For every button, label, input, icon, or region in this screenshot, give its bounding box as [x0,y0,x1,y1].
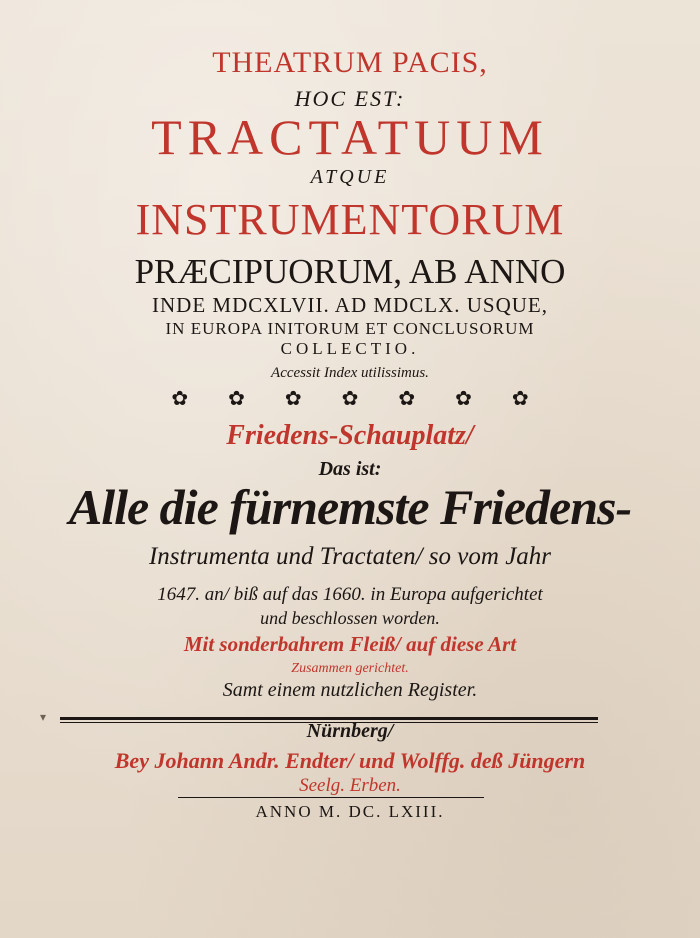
imprint-heirs: Seelg. Erben. [299,775,401,796]
title-hoc-est: HOC EST: [294,86,406,111]
german-years: 1647. an/ biß auf das 1660. in Europa aufgerichtet [157,584,543,605]
imprint-city: Nürnberg/ [306,720,394,742]
german-zusammen: Zusammen gerichtet. [291,661,409,676]
divider-rule-short [178,797,484,798]
german-das-ist: Das ist: [318,458,382,480]
imprint-year: ANNO M. DC. LXIII. [255,802,445,821]
flower-ornament-icon: ✿ [398,386,416,410]
german-alle-die-furnemste: Alle die fürnemste Friedens- [68,479,632,535]
german-fleiss: Mit sonderbahrem Fleiß/ auf diese Art [183,632,517,656]
title-inde-mdcxlvii: INDE MDCXLVII. AD MDCLX. USQUE, [152,293,548,317]
german-beschlossen: und beschlossen worden. [260,608,440,628]
ink-mark-icon: ▾ [40,710,47,724]
title-in-europa: IN EUROPA INITORUM ET CONCLUSORUM [165,319,535,338]
flower-ornament-icon: ✿ [171,386,189,410]
flower-ornament-icon: ✿ [455,386,472,410]
flower-ornament-icon: ✿ [228,386,245,410]
german-instrumenta: Instrumenta und Tractaten/ so vom Jahr [148,543,552,570]
title-collectio: COLLECTIO. [280,339,420,358]
title-instrumentorum: INSTRUMENTORUM [135,195,565,244]
title-tractatuum: TRACTATUUM [151,109,549,165]
german-title-friedens-schauplatz: Friedens-Schauplatz/ [226,420,474,451]
ornament-row [0,386,700,410]
title-accessit-index: Accessit Index utilissimus. [271,365,429,381]
title-theatrum-pacis: THEATRUM PACIS, [212,46,488,79]
title-atque: ATQUE [310,166,390,188]
german-register: Samt einem nutzlichen Register. [222,679,478,701]
flower-ornament-icon: ✿ [511,386,529,410]
flower-ornament-icon: ✿ [284,386,302,410]
imprint-printer: Bey Johann Andr. Endter/ und Wolffg. deß Jüngern [114,748,586,773]
flower-ornament-icon: ✿ [341,386,359,410]
title-praecipuorum: PRÆCIPUORUM, AB ANNO [134,252,566,291]
